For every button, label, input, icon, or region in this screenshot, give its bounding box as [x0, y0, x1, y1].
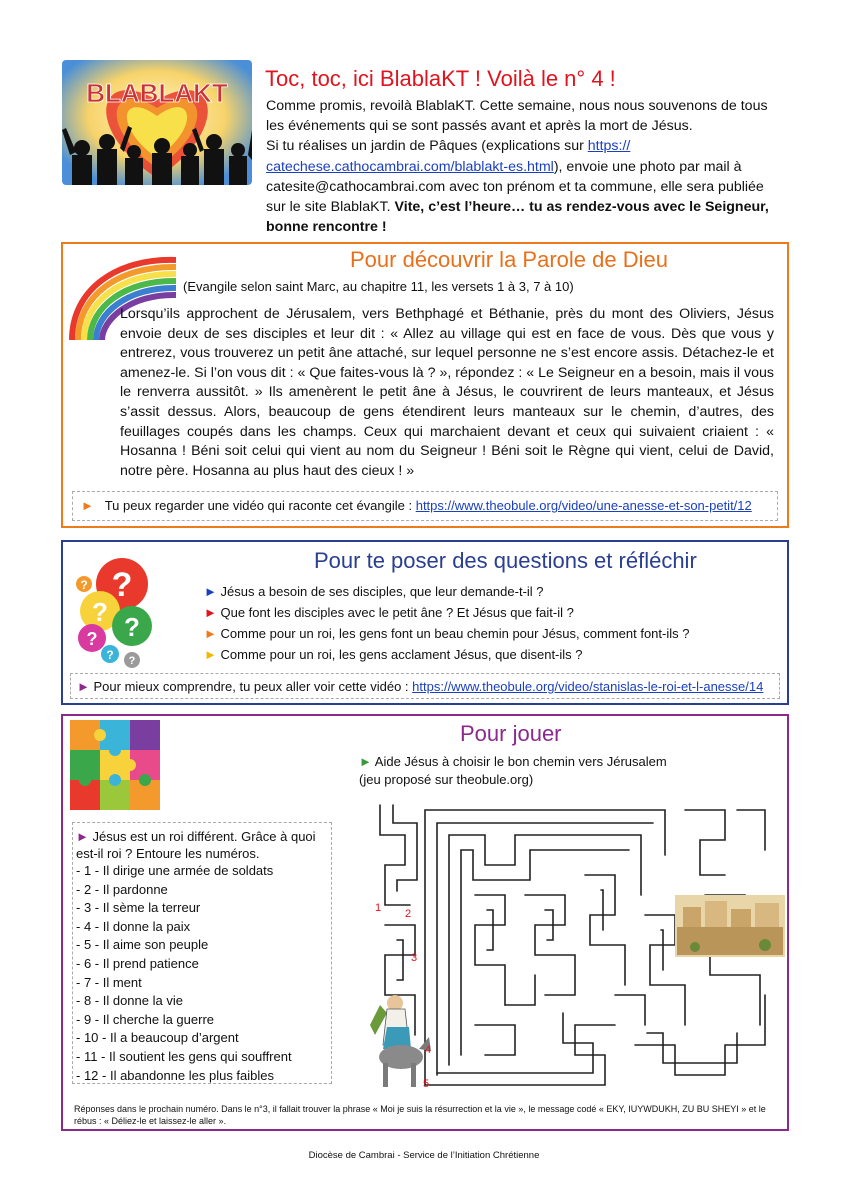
arrow-icon: ►: [76, 829, 89, 844]
quiz-item[interactable]: - 6 - Il prend patience: [76, 955, 199, 971]
quiz-item[interactable]: - 5 - Il aime son peuple: [76, 937, 209, 953]
quiz-item[interactable]: - 7 - Il ment: [76, 974, 142, 990]
svg-text:?: ?: [80, 578, 88, 592]
questions-list: [204, 581, 689, 665]
gospel-video-box: [72, 491, 778, 521]
list-item: [204, 644, 689, 665]
questions-title: Pour te poser des questions et réfléchir: [314, 548, 697, 573]
list-item: [204, 602, 689, 623]
question-text: Que font les disciples avec le petit âne ? Et Jésus que fait-il ?: [220, 605, 574, 620]
arrow-icon: ►: [204, 647, 217, 662]
maze-number-3: 3: [411, 952, 418, 964]
maze-number-1: 1: [375, 902, 382, 914]
intro-text-a: Si tu réalises un jardin de Pâques (explications sur: [266, 138, 588, 155]
arrow-icon: ►: [81, 498, 94, 513]
svg-text:?: ?: [128, 655, 136, 667]
intro-bold-text: Vite, c’est l’heure… tu as rendez-vous avec le Seigneur, bonne rencontre !: [266, 199, 769, 236]
question-text: Comme pour un roi, les gens acclament Jésus, que disent-ils ?: [220, 647, 583, 662]
quiz-item[interactable]: - 9 - Il cherche la guerre: [76, 1011, 215, 1027]
intro-text: [266, 96, 786, 237]
list-item: [204, 623, 689, 644]
maze-instructions: [359, 753, 667, 788]
maze-instruction-text: Aide Jésus à choisir le bon chemin vers Jérusalem: [374, 754, 667, 769]
quiz-item[interactable]: - 3 - Il sème la terreur: [76, 900, 201, 916]
maze-game[interactable]: [365, 795, 787, 1095]
intro-text-b: ), envoie une photo par mail à catesite@cathocambrai.com avec ton prénom et ta commune, elle sera publiée sur le site BlablaKT.: [266, 158, 764, 216]
quiz-question: [76, 828, 321, 862]
intro-paragraph-2: [266, 136, 786, 237]
jesus-on-donkey-image: [370, 995, 431, 1087]
quiz-item[interactable]: - 11 - Il soutient les gens qui souffrent: [76, 1048, 292, 1064]
arrow-icon: ►: [204, 605, 217, 620]
arrow-icon: ►: [204, 626, 217, 641]
svg-text:BLABLAKT: BLABLAKT: [86, 78, 228, 108]
arrow-icon: ►: [77, 679, 90, 694]
quiz-item[interactable]: - 2 - Il pardonne: [76, 881, 168, 897]
maze-number-2: 2: [405, 908, 412, 920]
blablakt-logo: [62, 60, 252, 185]
gospel-reference: (Evangile selon saint Marc, au chapitre 11, les versets 1 à 3, 7 à 10): [183, 279, 574, 294]
arrow-icon: ►: [204, 584, 217, 599]
arrow-icon: ►: [359, 754, 372, 769]
intro-paragraph-1: Comme promis, revoilà BlablaKT. Cette semaine, nous nous souvenons de tous les événements qui se sont passés avant et après la mort de Jésus.: [266, 98, 768, 135]
quiz-item[interactable]: - 12 - Il abandonne les plus faibles: [76, 1067, 275, 1083]
questions-video-box: [70, 673, 780, 699]
svg-text:?: ?: [124, 612, 140, 642]
maze-source: (jeu proposé sur theobule.org): [359, 771, 534, 787]
quiz-item[interactable]: - 4 - Il donne la paix: [76, 918, 191, 934]
quiz-list: [76, 862, 292, 1085]
questions-video-link[interactable]: https://www.theobule.org/video/stanislas-le-roi-et-l-anesse/14: [412, 679, 764, 694]
quiz-item[interactable]: - 8 - Il donne la vie: [76, 993, 183, 1009]
maze-instruction-line: [359, 753, 667, 771]
page-footer: Diocèse de Cambrai - Service de l’Initiation Chrétienne: [308, 1150, 540, 1161]
svg-text:?: ?: [111, 566, 133, 604]
jerusalem-image: [675, 895, 785, 957]
jardin-link[interactable]: https:// catechese.cathocambrai.com/blablakt-es.html: [266, 138, 631, 175]
page-title: Toc, toc, ici BlablaKT ! Voilà le n° 4 !: [265, 66, 616, 91]
quiz-item[interactable]: - 1 - Il dirige une armée de soldats: [76, 863, 274, 878]
list-item: [204, 581, 689, 602]
maze-number-5: 5: [423, 1078, 430, 1090]
maze-number-4: 4: [425, 1044, 432, 1056]
question-text: Comme pour un roi, les gens font un beau chemin pour Jésus, comment font-ils ?: [220, 626, 690, 641]
quiz-item[interactable]: - 10 - Il a beaucoup d’argent: [76, 1030, 239, 1046]
gospel-video-link[interactable]: https://www.theobule.org/video/une-anesse-et-son-petit/12: [415, 498, 752, 513]
question-text: Jésus a besoin de ses disciples, que leur demande-t-il ?: [220, 584, 544, 599]
svg-text:?: ?: [106, 648, 114, 662]
svg-text:?: ?: [92, 597, 108, 627]
gospel-title: Pour découvrir la Parole de Dieu: [350, 247, 668, 272]
gospel-text: Lorsqu’ils approchent de Jérusalem, vers Bethphagé et Béthanie, près du mont des Oliviers, Jésus envoie deux de ses disciples et leur dit : « Allez au village qui est en face de vous. Dès que vous y entrerez, vous trouverez un petit âne attaché, sur lequel personne ne s’est encore assis. Détachez-le et amenez-le. Si l’on vous dit : « Que faites-vous là ? », répondez : « Le Seigneur en a besoin, mais il vous le renverra aussitôt. » Ils amenèrent le petit âne à Jésus, le couvrirent de leurs manteaux, et Jésus s’assit dessus. Alors, beaucoup de gens étendirent leurs manteaux sur le chemin, d’autres, des feuillages coupés dans les champs. Ceux qui marchaient devant et ceux qui suivaient criaient : « Hosanna ! Béni soit celui qui vient au nom du Seigneur ! Béni soit le Règne qui vient, celui de David, notre père. Hosanna au plus haut des cieux ! »: [120, 306, 774, 479]
svg-text:?: ?: [86, 629, 98, 649]
play-title: Pour jouer: [460, 721, 562, 746]
question-marks-image: [70, 556, 155, 668]
puzzle-image: [70, 720, 162, 812]
gospel-video-label: Tu peux regarder une vidéo qui raconte cet évangile :: [104, 498, 416, 513]
questions-video-label: Pour mieux comprendre, tu peux aller voir cette vidéo :: [93, 679, 413, 694]
quiz-question-text: Jésus est un roi différent. Grâce à quoi est-il roi ? Entoure les numéros.: [76, 829, 316, 861]
answers-note: Réponses dans le prochain numéro. Dans le n°3, il fallait trouver la phrase « Moi je suis la résurrection et la vie », le message codé « EKY, IUYWDUKH, ZU BU SHEYI » et le rébus : « Déliez-le et laissez-le aller ».: [74, 1104, 766, 1126]
